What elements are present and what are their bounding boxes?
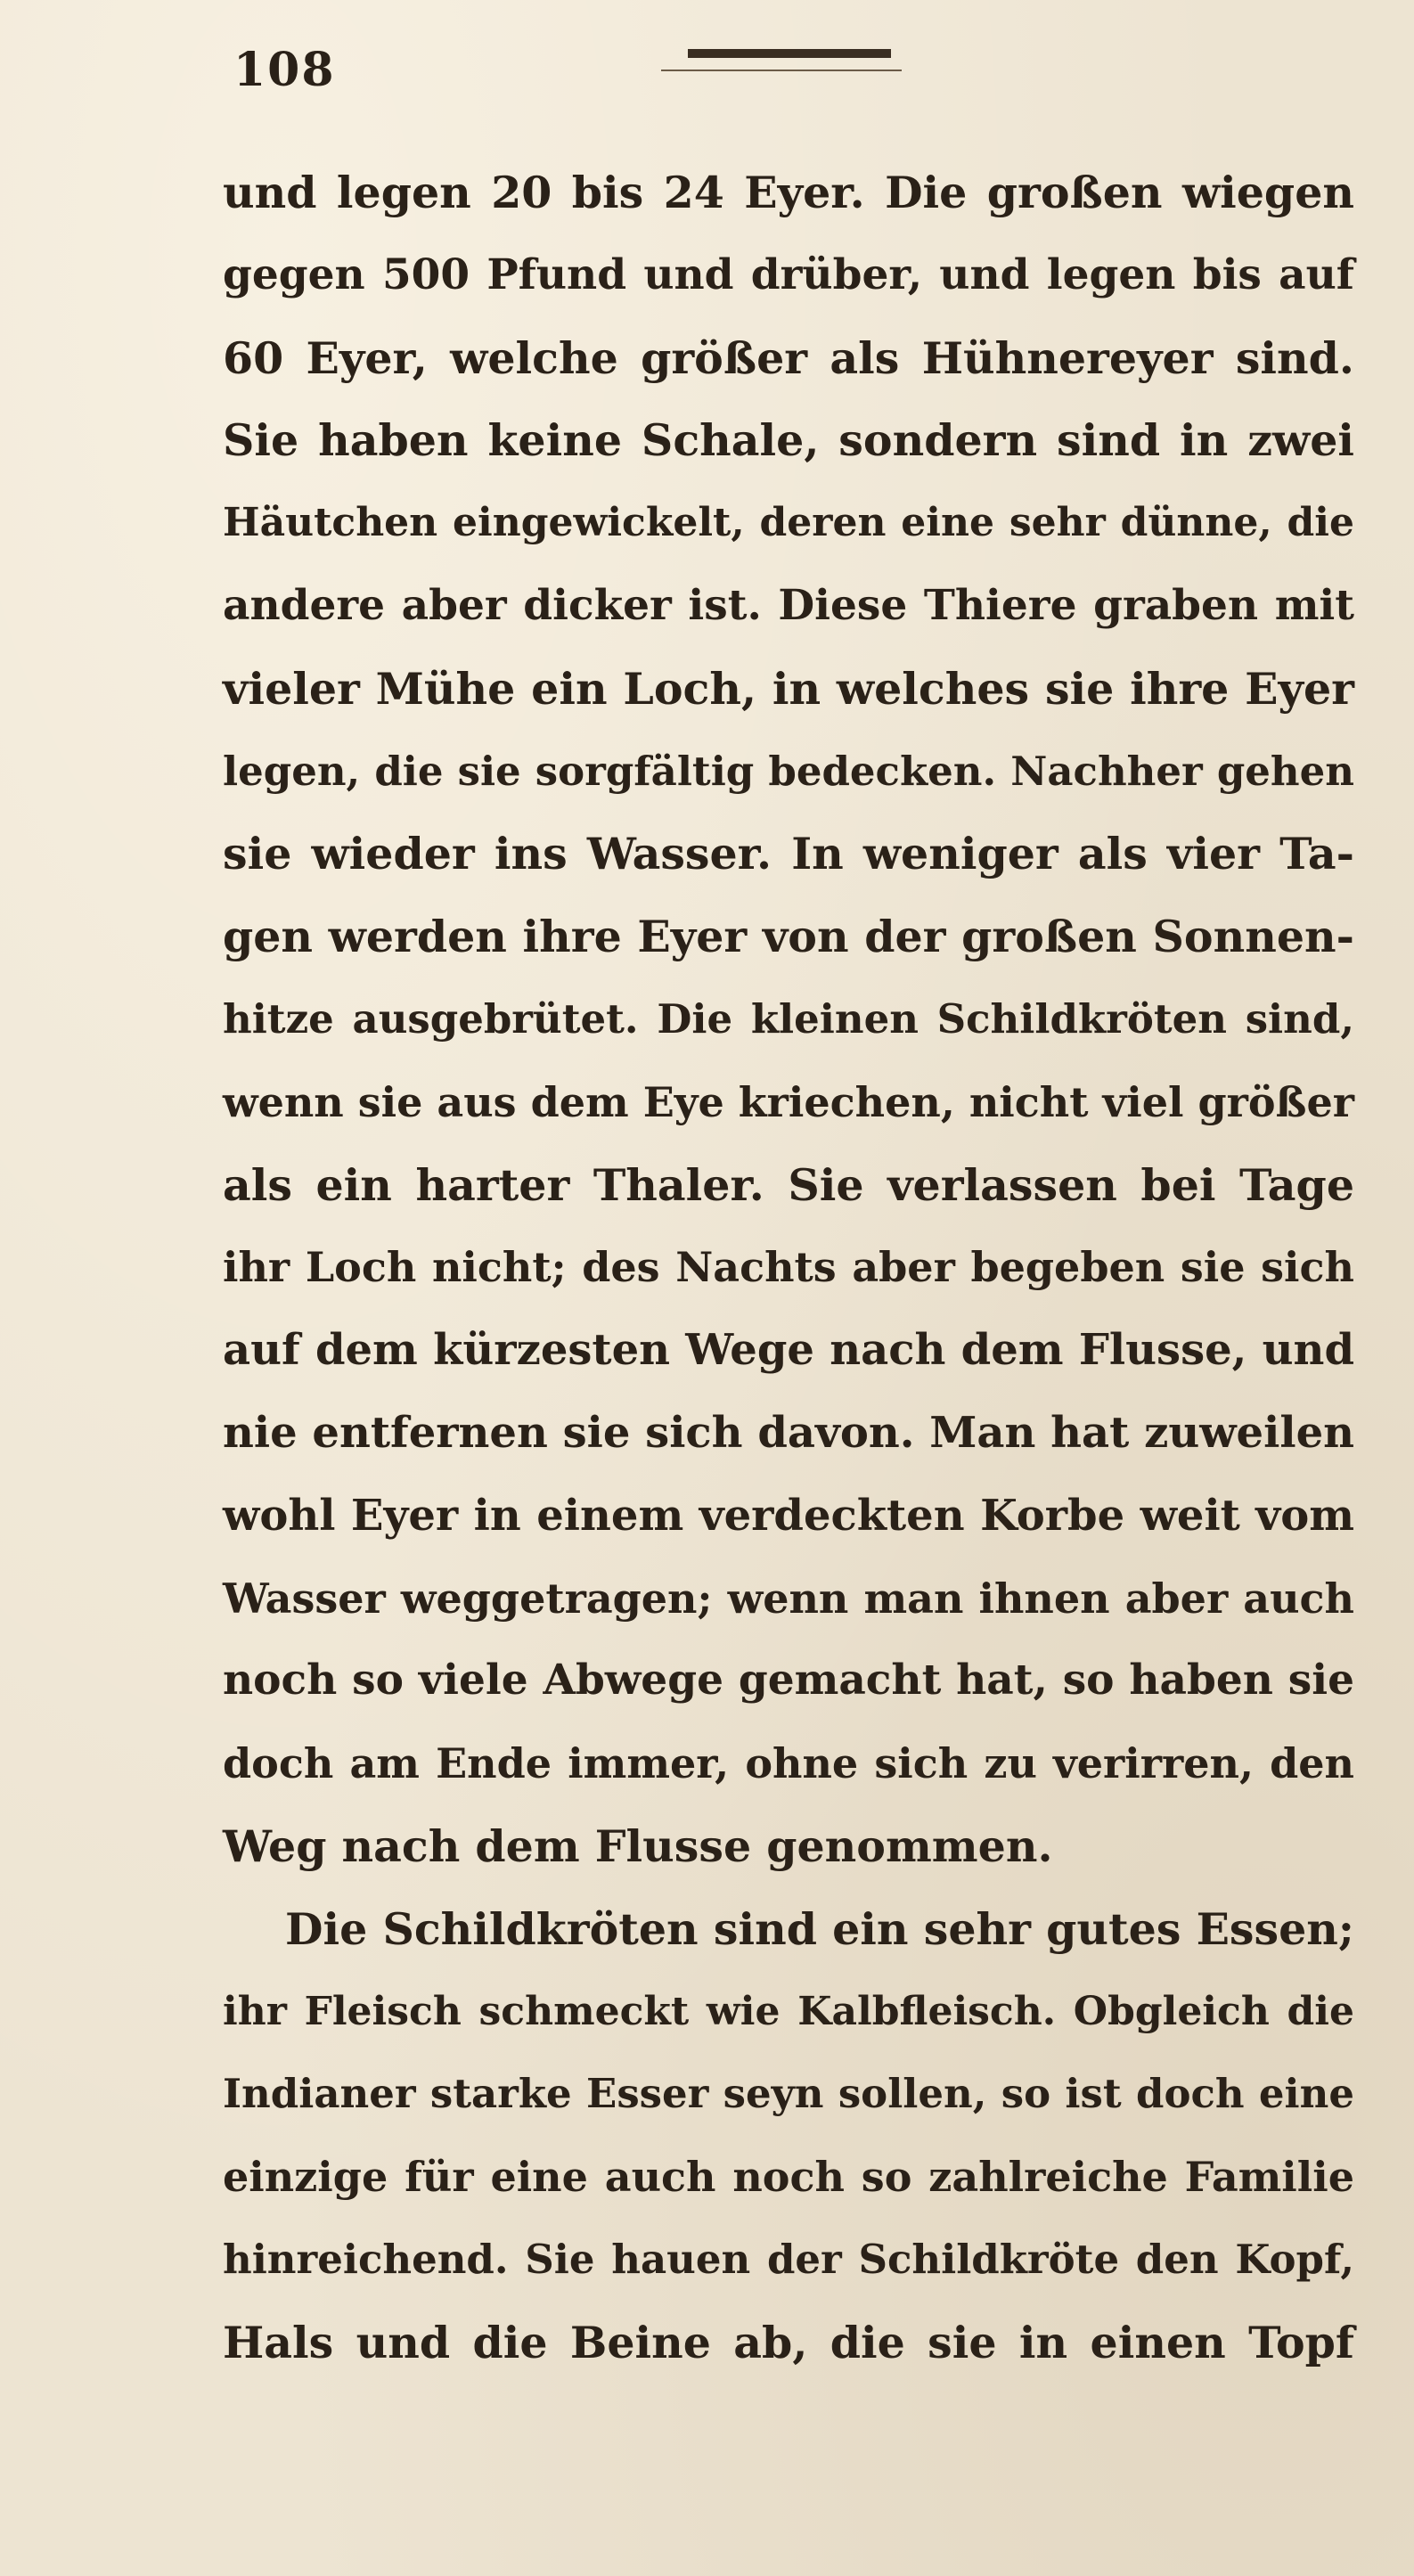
text-line: ihr Loch nicht; des Nachts aber begeben sie sich — [223, 1243, 1354, 1292]
text-line: und legen 20 bis 24 Eyer. Die großen wiegen — [223, 167, 1354, 218]
text-line: als ein harter Thaler. Sie verlassen bei Tage — [223, 1158, 1354, 1211]
text-line: hitze ausgebrütet. Die kleinen Schildkröten sind, — [223, 994, 1354, 1043]
text-line: vieler Mühe ein Loch, in welches sie ihre Eyer — [223, 662, 1354, 715]
text-line: Indianer starke Esser seyn sollen, so ist doch eine — [223, 2070, 1354, 2118]
text-line: andere aber dicker ist. Diese Thiere graben mit — [223, 580, 1354, 630]
text-line: wenn sie aus dem Eye kriechen, nicht viel größer — [223, 1077, 1354, 1126]
text-line: doch am Ende immer, ohne sich zu verirren, den — [223, 1739, 1354, 1788]
text-line: sie wieder ins Wasser. In weniger als vier Ta- — [223, 828, 1354, 880]
text-line: Hals und die Beine ab, die sie in einen Topf — [223, 2316, 1354, 2368]
text-line: nie entfernen sie sich davon. Man hat zuweilen — [223, 1407, 1354, 1458]
text-line: gen werden ihre Eyer von der großen Sonnen- — [223, 911, 1354, 963]
text-line: legen, die sie sorgfältig bedecken. Nachher gehen — [223, 747, 1354, 795]
text-line: gegen 500 Pfund und drüber, und legen bis auf — [223, 249, 1354, 299]
text-line: 60 Eyer, welche größer als Hühnereyer sind. — [223, 331, 1354, 384]
text-line: Häutchen eingewickelt, deren eine sehr dünne, die — [223, 500, 1354, 546]
text-line: Die Schildkröten sind ein sehr gutes Essen; — [285, 1902, 1354, 1955]
text-line: Wasser weggetragen; wenn man ihnen aber auch — [223, 1574, 1354, 1623]
header-rule-thin — [661, 70, 902, 71]
page-number: 108 — [233, 43, 336, 97]
text-line: Weg nach dem Flusse genommen. — [223, 1820, 1053, 1872]
header-rule — [688, 49, 891, 58]
text-line: noch so viele Abwege gemacht hat, so haben sie — [223, 1656, 1354, 1705]
body-text — [223, 151, 1354, 2384]
text-line: ihr Fleisch schmeckt wie Kalbfleisch. Obgleich die — [223, 1988, 1354, 2034]
text-line: hinreichend. Sie hauen der Schildkröte den Kopf, — [223, 2235, 1354, 2283]
text-line: einzige für eine auch noch so zahlreiche Familie — [223, 2153, 1354, 2202]
text-line: Sie haben keine Schale, sondern sind in zwei — [223, 414, 1354, 467]
text-line: wohl Eyer in einem verdeckten Korbe weit vom — [223, 1490, 1354, 1541]
text-line: auf dem kürzesten Wege nach dem Flusse, und — [223, 1325, 1354, 1376]
